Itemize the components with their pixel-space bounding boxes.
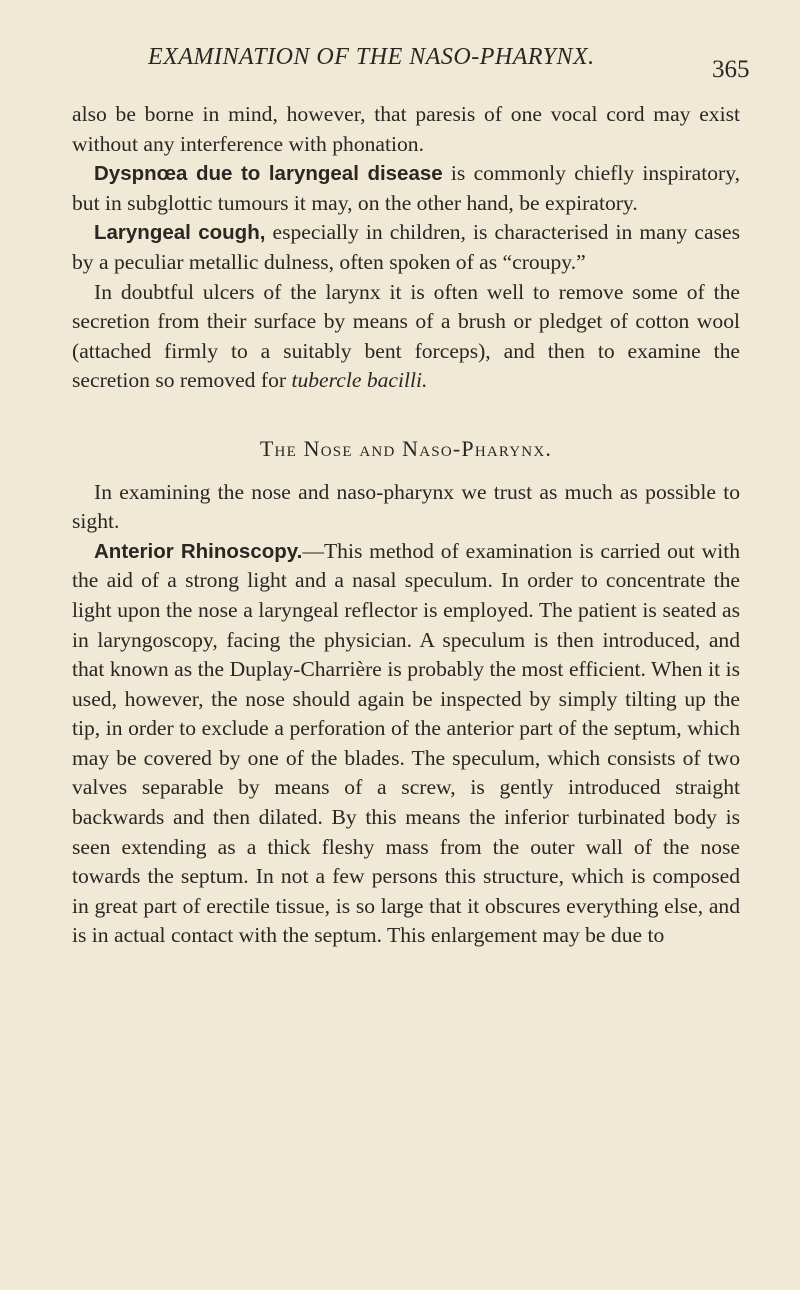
- page-number: 365: [712, 56, 750, 83]
- paragraph-lead: Anterior Rhinoscopy.: [94, 539, 303, 563]
- paragraph-examining-nose: [72, 478, 740, 537]
- paragraph-text: In doubtful ulcers of the larynx it is often well to remove some of the secretion from their surface by means of a brush or pledget of cotton wool (attached firmly to a suitably bent forceps), and then to examine the secretion so removed for: [72, 279, 740, 393]
- paragraph-laryngeal-cough: [72, 218, 740, 277]
- paragraph-text: especially in children, is characterised in many cases by a peculiar metallic dulness, often spoken of as “croupy.”: [72, 220, 740, 274]
- running-head: EXAMINATION OF THE NASO-PHARYNX.: [148, 44, 595, 70]
- body-text: [72, 100, 740, 951]
- paragraph-lead: Laryngeal cough,: [94, 221, 266, 245]
- paragraph-text: —This method of examination is carried out with the aid of a strong light and a nasal speculum. In order to concentrate the light upon the nose a laryngeal reflector is employed. The patient is seated as in laryngoscopy, facing the physician. A speculum is then introduced, and that known as the Duplay-Charrière is probably the most efficient. When it is used, however, the nose should again be inspected by simply tilting up the tip, in order to exclude a perforation of the anterior part of the septum, which may be covered by one of the blades. The speculum, which consists of two valves separable by means of a screw, is gently introduced straight backwards and then dilated. By this means the inferior turbinated body is seen extending as a thick fleshy mass from the outer wall of the nose towards the septum. In not a few persons this structure, which is composed in great part of erectile tissue, is so large that it obscures everything else, and is in actual contact with the septum. This enlargement may be due to: [72, 538, 740, 948]
- paragraph-anterior-rhinoscopy: [72, 537, 740, 951]
- paragraph-doubtful-ulcers: [72, 278, 740, 396]
- paragraph-dyspnoea: [72, 159, 740, 218]
- paragraph-text: In examining the nose and naso-pharynx we trust as much as possible to sight.: [72, 479, 740, 534]
- paragraph-text: is commonly chiefly inspiratory, but in subglottic tumours it may, on the other hand, be expiratory.: [72, 161, 740, 215]
- paragraph-italic: tubercle bacilli.: [291, 368, 428, 393]
- section-heading: The Nose and Naso-Pharynx.: [259, 435, 553, 461]
- paragraph-vocal-cord: [72, 100, 740, 159]
- paragraph-text: also be borne in mind, however, that paresis of one vocal cord may exist without any interference with phonation.: [72, 102, 740, 156]
- paragraph-lead: Dyspnœa due to laryngeal disease: [94, 162, 443, 186]
